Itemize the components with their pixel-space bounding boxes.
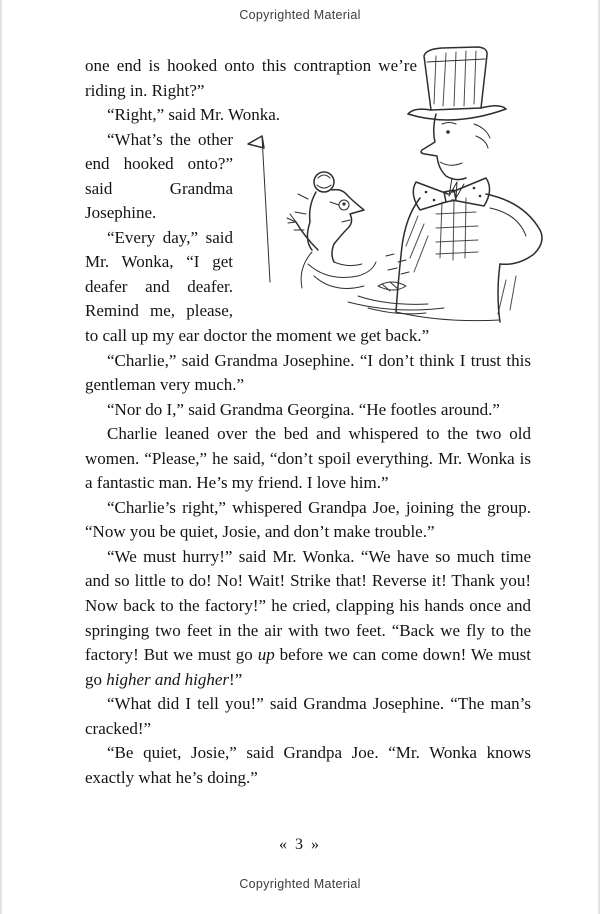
body-text: “Every day,” said Mr. Wonka, “I get deafer and deafer. Remind me, please, to call up my ear doctor the moment we get back.” bbox=[85, 227, 430, 346]
text-block bbox=[85, 54, 531, 790]
text-wrap-spacer bbox=[233, 152, 531, 324]
paragraph bbox=[85, 398, 531, 423]
italic-text: higher and higher bbox=[106, 669, 230, 689]
body-text: “What’s the other end hooked onto?” said Grandma Josephine. bbox=[85, 129, 233, 223]
text-wrap-spacer bbox=[417, 54, 531, 103]
body-text: “Charlie’s right,” whispered Grandpa Joe, joining the group. “Now you be quiet, Josie, and don’t make trouble.” bbox=[85, 497, 531, 542]
page-number: « 3 » bbox=[279, 836, 321, 853]
paragraph bbox=[85, 545, 531, 692]
paragraph bbox=[85, 741, 531, 790]
paragraph bbox=[85, 422, 531, 496]
body-text: “What did I tell you!” said Grandma Josephine. “The man’s cracked!” bbox=[85, 694, 531, 738]
paragraph bbox=[85, 349, 531, 398]
body-text: “Right,” said Mr. Wonka. bbox=[107, 105, 281, 125]
body-text: “Charlie,” said Grandma Josephine. “I don’t think I trust this gentleman very much.” bbox=[85, 350, 531, 395]
copyright-notice-top: Copyrighted Material bbox=[239, 8, 361, 22]
body-text: “Nor do I,” said Grandma Georgina. “He footles around.” bbox=[107, 399, 500, 419]
paragraph bbox=[85, 496, 531, 545]
paragraph bbox=[85, 692, 531, 741]
body-text: before we can come down! We must go bbox=[85, 645, 531, 689]
body-text: “Be quiet, Josie,” said Grandpa Joe. “Mr. Wonka knows exactly what he’s doing.” bbox=[85, 743, 531, 787]
body-text: “We must hurry!” said Mr. Wonka. “We have so much time and so little to do! No! Wait! Strike that! Reverse it! Thank you! Now back to the factory!” he cried, clapping his hands once and springing two feet in the air with two feet. “Back we fly to the factory! But we must go bbox=[85, 546, 531, 665]
copyright-notice-bottom: Copyrighted Material bbox=[239, 877, 361, 891]
text-wrap-spacer bbox=[335, 103, 531, 152]
italic-text: up bbox=[257, 645, 275, 665]
body-text: !” bbox=[229, 669, 243, 689]
body-text: one end is hooked onto this contraption we’re riding in. Right?” bbox=[85, 56, 417, 100]
body-text: Charlie leaned over the bed and whispered to the two old women. “Please,” he said, “don’t spoil everything. Mr. Wonka is a fantastic man. He’s my friend. I love him.” bbox=[85, 424, 531, 493]
